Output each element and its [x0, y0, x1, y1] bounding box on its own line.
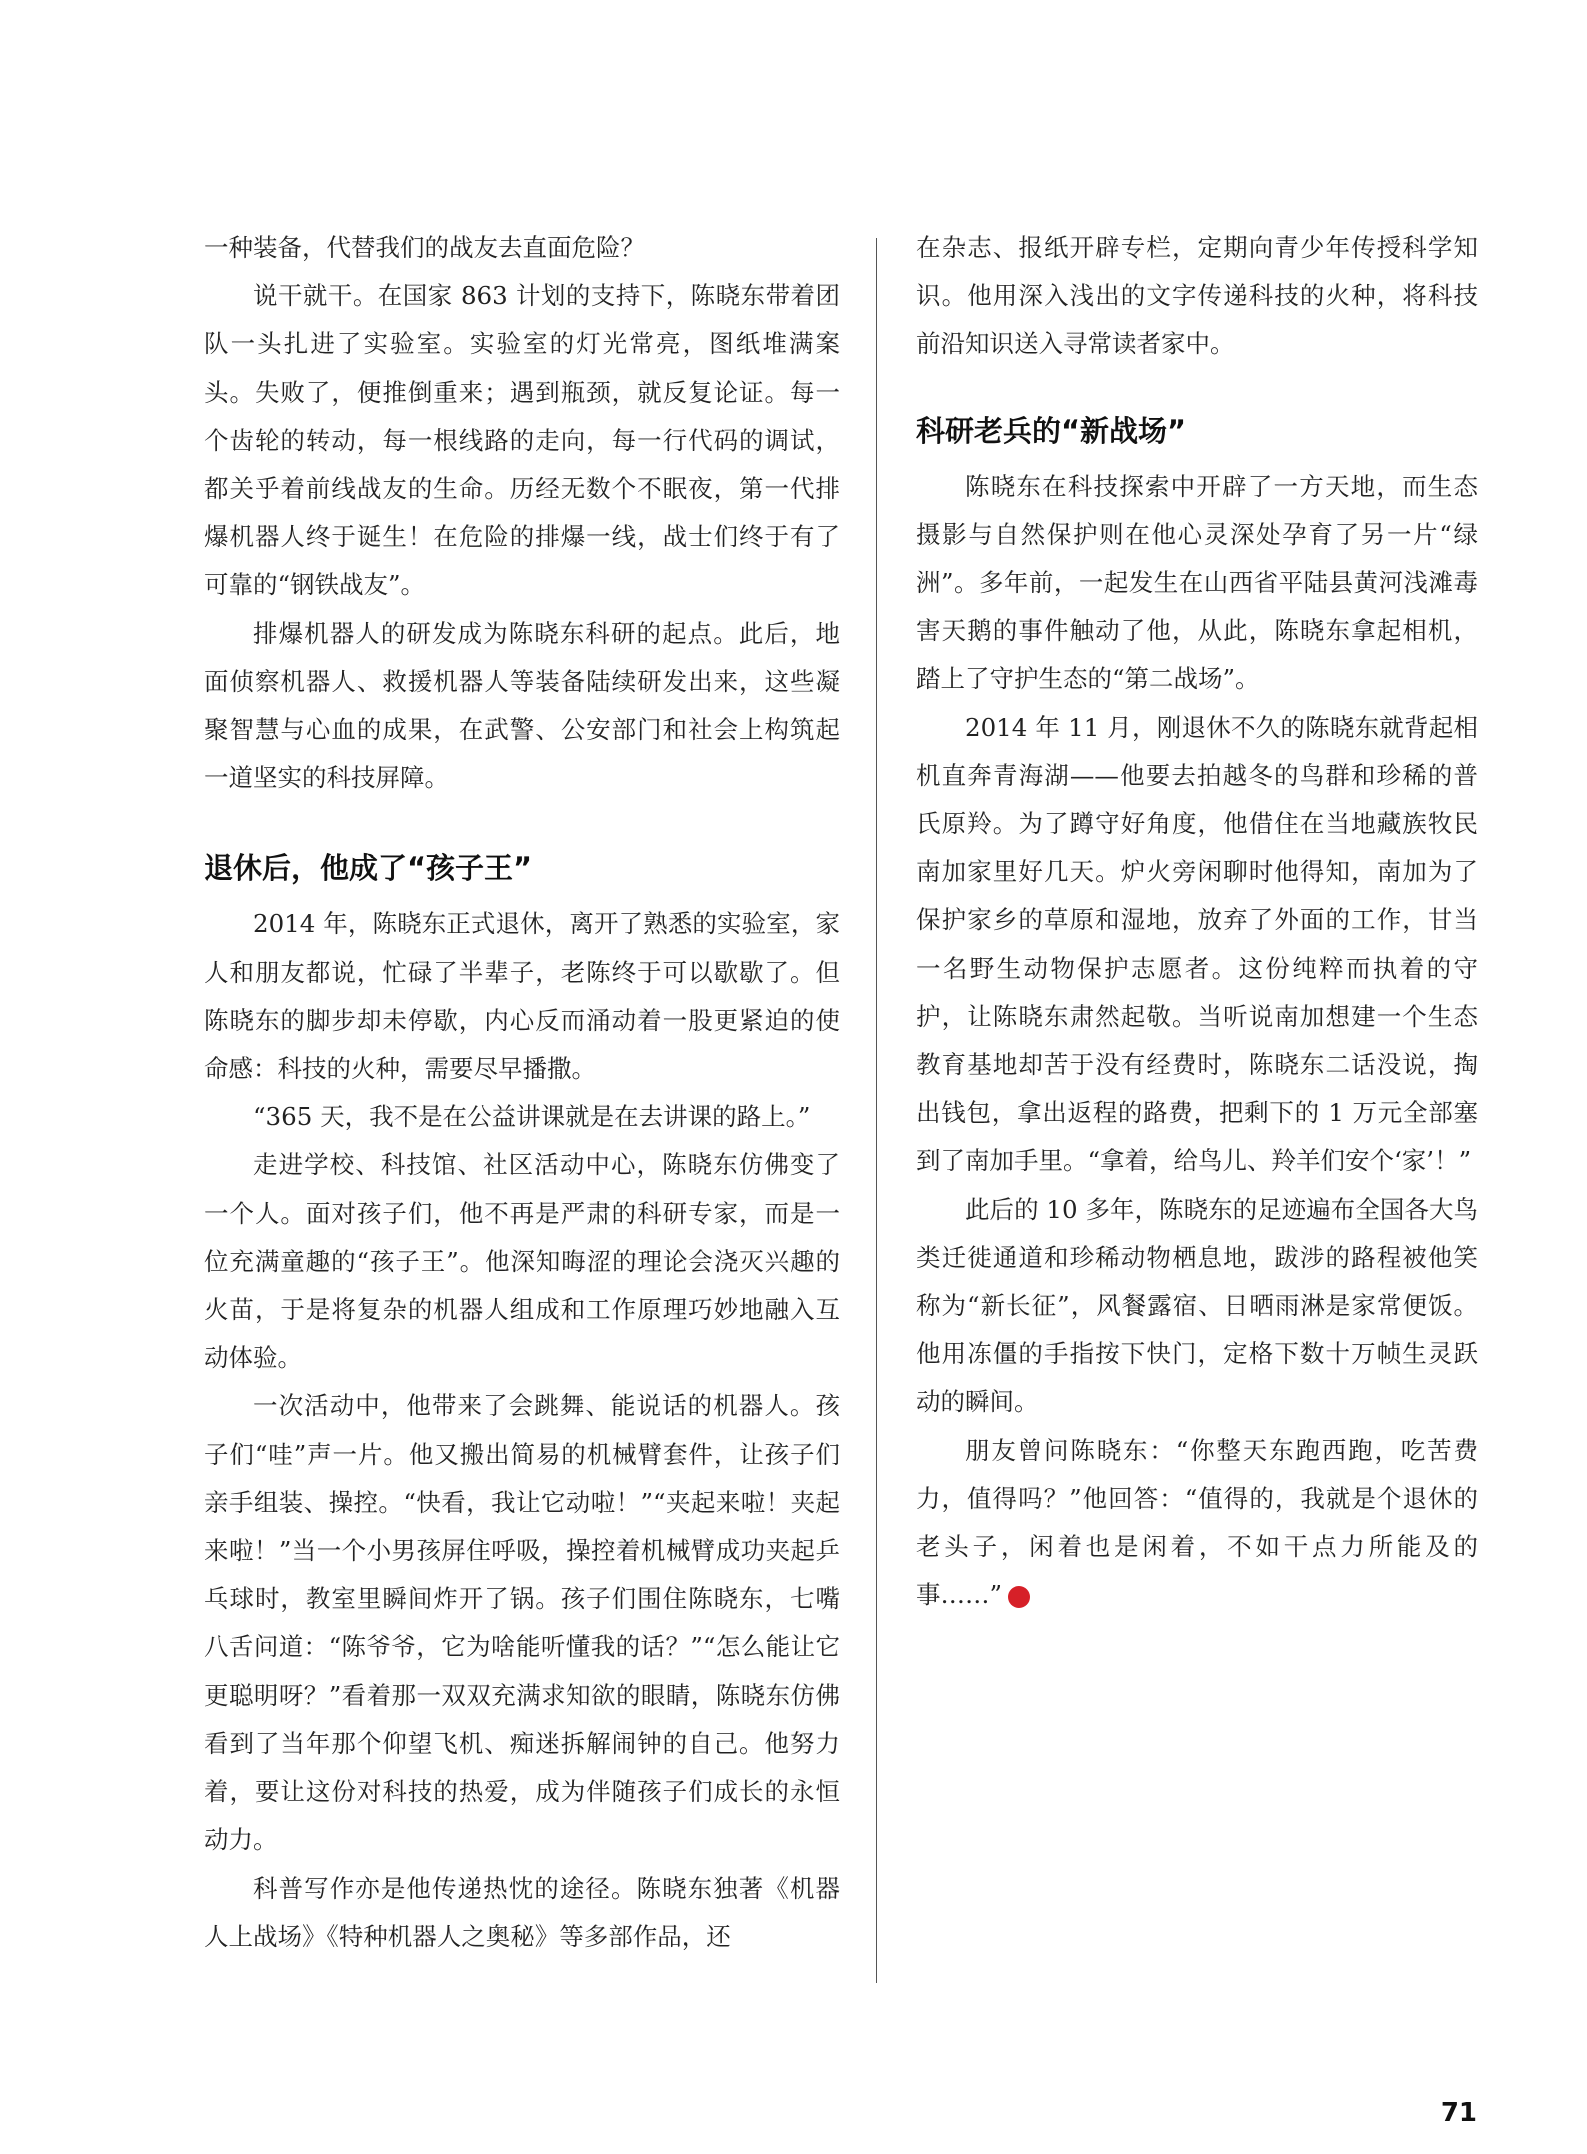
paragraph: 2014 年，陈晓东正式退休，离开了熟悉的实验室，家人和朋友都说，忙碌了半辈子，老陈终于可以歇歇了。但陈晓东的脚步却未停歇，内心反而涌动着一股更紧迫的使命感：科技的火种，需要尽早播撒。	[204, 909, 840, 1084]
paragraph-text: 朋友曾问陈晓东：“你整天东跑西跑，吃苦费力，值得吗？”他回答：“值得的，我就是个退休的老头子，闲着也是闲着，不如干点力所能及的事……”	[916, 1435, 1478, 1610]
paragraph: 在杂志、报纸开辟专栏，定期向青少年传授科学知识。他用深入浅出的文字传递科技的火种，将科技前沿知识送入寻常读者家中。	[916, 233, 1478, 359]
article-end-mark-icon: N	[1008, 1586, 1030, 1608]
paragraph: 陈晓东在科技探索中开辟了一方天地，而生态摄影与自然保护则在他心灵深处孕育了另一片“绿洲”。多年前，一起发生在山西省平陆县黄河浅滩毒害天鹅的事件触动了他，从此，陈晓东拿起相机，踏上了守护生态的“第二战场”。	[916, 471, 1478, 694]
paragraph: 此后的 10 多年，陈晓东的足迹遍布全国各大鸟类迁徙通道和珍稀动物栖息地，跋涉的路程被他笑称为“新长征”，风餐露宿、日晒雨淋是家常便饭。他用冻僵的手指按下快门，定格下数十万帧生灵跃动的瞬间。	[916, 1194, 1478, 1417]
right-column	[916, 224, 1478, 1619]
paragraph: 走进学校、科技馆、社区活动中心，陈晓东仿佛变了一个人。面对孩子们，他不再是严肃的科研专家，而是一位充满童趣的“孩子王”。他深知晦涩的理论会浇灭兴趣的火苗，于是将复杂的机器人组成和工作原理巧妙地融入互动体验。	[204, 1150, 840, 1373]
paragraph: 一种装备，代替我们的战友去直面危险？	[204, 233, 645, 262]
left-column	[204, 224, 840, 1961]
paragraph	[916, 1427, 1478, 1620]
section-heading: 科研老兵的“新战场”	[916, 413, 1187, 448]
column-divider	[876, 238, 877, 1983]
paragraph: 科普写作亦是他传递热忱的途径。陈晓东独著《机器人上战场》《特种机器人之奥秘》等多部作品，还	[204, 1873, 840, 1951]
paragraph: “365 天，我不是在公益讲课就是在去讲课的路上。”	[253, 1102, 811, 1132]
page-number: 71	[1440, 2098, 1477, 2128]
paragraph: 排爆机器人的研发成为陈晓东科研的起点。此后，地面侦察机器人、救援机器人等装备陆续研发出来，这些凝聚智慧与心血的成果，在武警、公安部门和社会上构筑起一道坚实的科技屏障。	[204, 618, 840, 793]
paragraph: 一次活动中，他带来了会跳舞、能说话的机器人。孩子们“哇”声一片。他又搬出简易的机械臂套件，让孩子们亲手组装、操控。“快看，我让它动啦！”“夹起来啦！夹起来啦！”当一个小男孩屏住呼吸，操控着机械臂成功夹起乒乓球时，教室里瞬间炸开了锅。孩子们围住陈晓东，七嘴八舌问道：“陈爷爷，它为啥能听懂我的话？”“怎么能让它更聪明呀？”看着那一双双充满求知欲的眼睛，陈晓东仿佛看到了当年那个仰望飞机、痴迷拆解闹钟的自己。他努力着，要让这份对科技的热爱，成为伴随孩子们成长的永恒动力。	[204, 1391, 840, 1855]
paragraph: 说干就干。在国家 863 计划的支持下，陈晓东带着团队一头扎进了实验室。实验室的灯光常亮，图纸堆满案头。失败了，便推倒重来；遇到瓶颈，就反复论证。每一个齿轮的转动，每一根线路的走向，每一行代码的调试，都关乎着前线战友的生命。历经无数个不眠夜，第一代排爆机器人终于诞生！在危险的排爆一线，战士们终于有了可靠的“钢铁战友”。	[204, 281, 840, 600]
paragraph: 2014 年 11 月，刚退休不久的陈晓东就背起相机直奔青海湖——他要去拍越冬的鸟群和珍稀的普氏原羚。为了蹲守好角度，他借住在当地藏族牧民南加家里好几天。炉火旁闲聊时他得知，南加为了保护家乡的草原和湿地，放弃了外面的工作，甘当一名野生动物保护志愿者。这份纯粹而执着的守护，让陈晓东肃然起敬。当听说南加想建一个生态教育基地却苦于没有经费时，陈晓东二话没说，掏出钱包，拿出返程的路费，把剩下的 1 万元全部塞到了南加手里。“拿着，给鸟儿、羚羊们安个‘家’！”	[916, 712, 1478, 1176]
section-heading: 退休后，他成了“孩子王”	[204, 851, 533, 886]
